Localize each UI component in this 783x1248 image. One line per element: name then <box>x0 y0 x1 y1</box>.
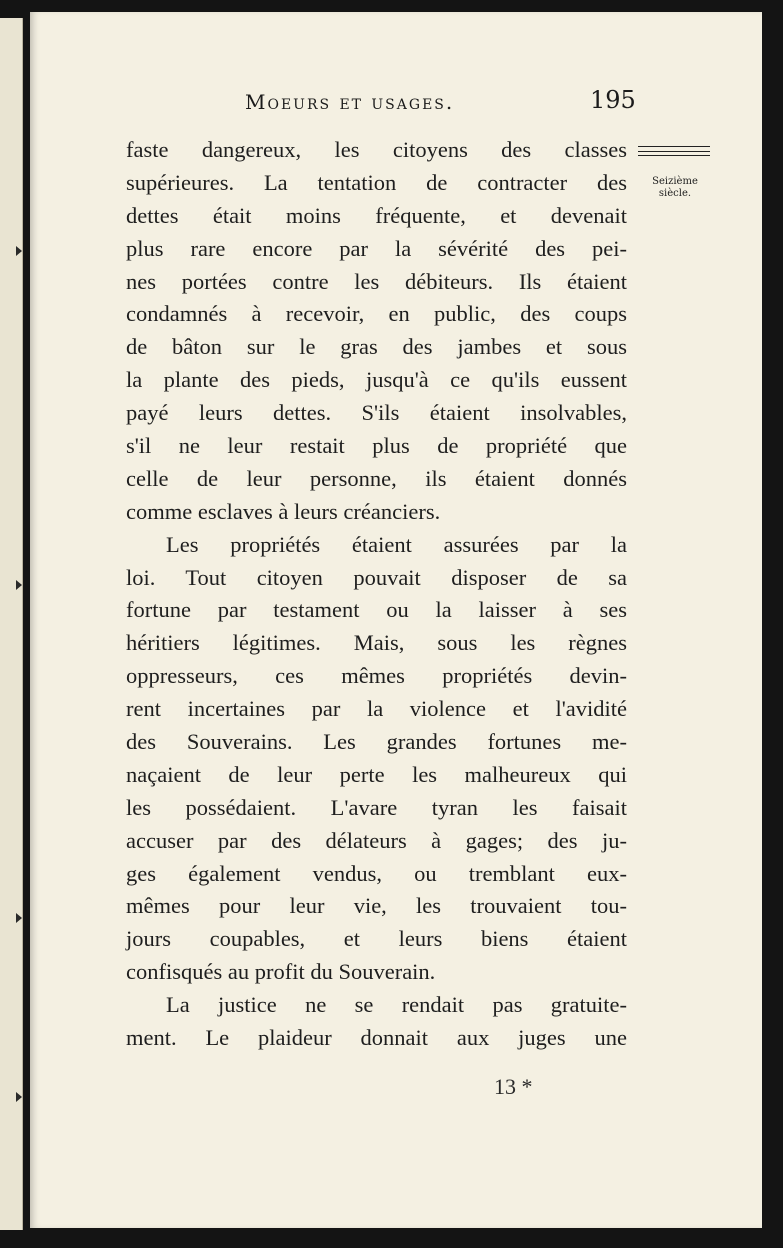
text-line: condamnés à recevoir, en public, des coups <box>126 301 627 327</box>
text-line: fortune par testament ou la laisser à ses <box>126 597 627 623</box>
page-edge-marker <box>16 580 22 590</box>
margin-note: Seizième siècle. <box>652 176 698 199</box>
margin-rule <box>638 151 710 152</box>
text-line: ment. Le plaideur donnait aux juges une <box>126 1025 627 1051</box>
page-edge-marker <box>16 1092 22 1102</box>
text-line: les possédaient. L'avare tyran les faisait <box>126 794 627 820</box>
book-page <box>30 12 762 1228</box>
text-line: payé leurs dettes. S'ils étaient insolvables, <box>126 400 627 426</box>
text-line: loi. Tout citoyen pouvait disposer de sa <box>126 564 627 590</box>
text-line: accuser par des délateurs à gages; des ju- <box>126 827 627 853</box>
text-line: oppresseurs, ces mêmes propriétés devin- <box>126 663 627 689</box>
text-line: celle de leur personne, ils étaient donnés <box>126 465 627 491</box>
text-line: comme esclaves à leurs créanciers. <box>126 498 441 524</box>
text-line: héritiers légitimes. Mais, sous les règnes <box>126 630 627 656</box>
page-number: 195 <box>590 86 636 114</box>
text-line: faste dangereux, les citoyens des classes <box>126 137 627 162</box>
previous-page-edge <box>0 18 23 1230</box>
text-line: des Souverains. Les grandes fortunes me- <box>126 729 627 755</box>
text-line: dettes était moins fréquente, et devenait <box>126 202 627 228</box>
text-line: mêmes pour leur vie, les trouvaient tou- <box>126 893 627 919</box>
body-text <box>126 134 627 1055</box>
text-line: Les propriétés étaient assurées par la <box>166 531 627 557</box>
text-line: plus rare encore par la sévérité des pei- <box>126 235 627 261</box>
text-line: supérieures. La tentation de contracter des <box>126 169 627 195</box>
text-line: naçaient de leur perte les malheureux qui <box>126 761 627 787</box>
text-line: de bâton sur le gras des jambes et sous <box>126 334 627 360</box>
text-line: la plante des pieds, jusqu'à ce qu'ils eussent <box>126 367 627 393</box>
text-line: rent incertaines par la violence et l'avidité <box>126 696 627 722</box>
text-line: jours coupables, et leurs biens étaient <box>126 926 627 952</box>
text-line: nes portées contre les débiteurs. Ils étaient <box>126 268 627 294</box>
margin-rule <box>638 146 710 147</box>
running-header: Moeurs et usages. <box>245 90 455 114</box>
signature-mark: 13 * <box>494 1074 533 1099</box>
text-line: ges également vendus, ou tremblant eux- <box>126 860 627 886</box>
page-edge-marker <box>16 913 22 923</box>
text-line: s'il ne leur restait plus de propriété que <box>126 433 627 459</box>
margin-rule <box>638 155 710 156</box>
text-line: La justice ne se rendait pas gratuite- <box>166 992 627 1018</box>
page-edge-marker <box>16 246 22 256</box>
text-line: confisqués au profit du Souverain. <box>126 959 436 985</box>
